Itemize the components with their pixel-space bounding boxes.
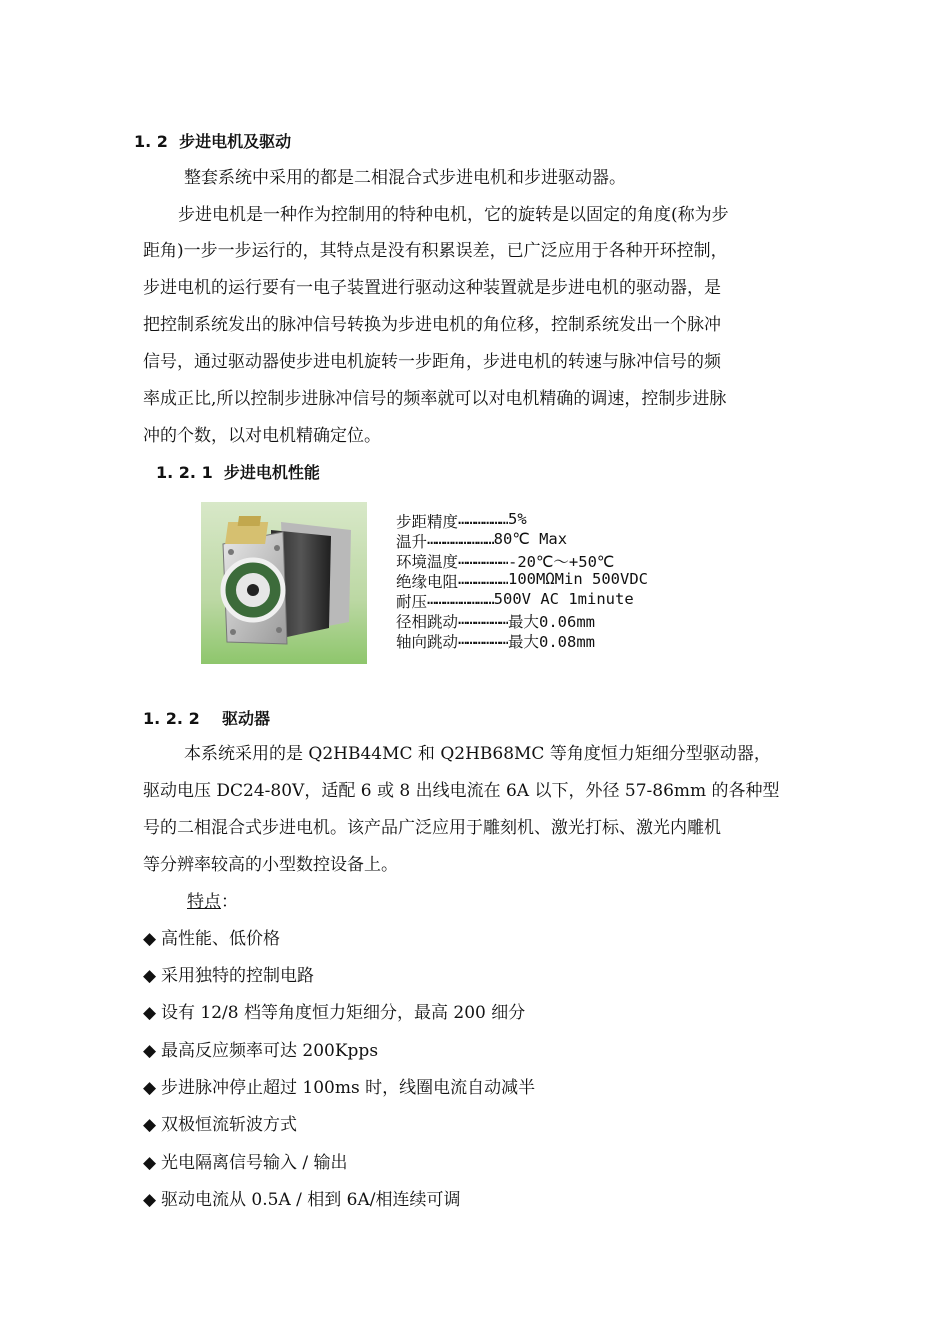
spec-label: 步距精度: [396, 513, 459, 531]
feature-text: 设有 12/8 档等角度恒力矩细分，最高 200 细分: [161, 1003, 526, 1023]
spec-row-radial-runout: [396, 610, 595, 630]
paragraph-line: 率成正比,所以控制步进脉冲信号的频率就可以对电机精确的调速，控制步进脉: [143, 389, 727, 409]
spec-label: 径相跳动: [396, 613, 459, 631]
spec-label: 绝缘电阻: [396, 573, 459, 591]
paragraph-line: 等分辨率较高的小型数控设备上。: [143, 855, 398, 875]
paragraph-line: 步进电机的运行要有一电子装置进行驱动这种装置就是步进电机的驱动器，是: [143, 278, 721, 298]
list-item: [143, 1036, 378, 1061]
intro-paragraph: 整套系统中采用的都是二相混合式步进电机和步进驱动器。: [184, 168, 626, 188]
spec-value: 500V AC 1minute: [493, 590, 634, 608]
features-colon: ：: [221, 892, 238, 912]
subsection-heading-driver: [143, 706, 270, 729]
spec-row-insulation-resistance: [396, 570, 648, 590]
section-heading: [134, 129, 291, 152]
list-item: [143, 1073, 535, 1098]
spec-label: 环境温度: [396, 553, 459, 571]
paragraph-line: 本系统采用的是 Q2HB44MC 和 Q2HB68MC 等角度恒力矩细分型驱动器，: [184, 744, 771, 764]
subsection-title: 步进电机性能: [223, 463, 320, 482]
spec-value: 100MΩMin 500VDC: [508, 570, 648, 588]
spec-leader-dots: ……………………: [427, 530, 494, 548]
section-title: 步进电机及驱动: [179, 132, 292, 151]
features-heading: [187, 887, 238, 912]
subsection-title: 驱动器: [221, 709, 270, 728]
paragraph-line: 号的二相混合式步进电机。该产品广泛应用于雕刻机、激光打标、激光内雕机: [143, 818, 721, 838]
feature-text: 驱动电流从 0.5A / 相到 6A/相连续可调: [161, 1190, 461, 1210]
diamond-bullet-icon: ◆: [143, 1190, 157, 1210]
paragraph-line: 驱动电压 DC24-80V，适配 6 或 8 出线电流在 6A 以下，外径 57-86mm 的各种型: [143, 781, 780, 801]
spec-leader-dots: ………………: [458, 510, 509, 528]
spec-leader-dots: ………………: [458, 570, 509, 588]
paragraph-line: 步进电机是一种作为控制用的特种电机，它的旋转是以固定的角度(称为步: [178, 205, 729, 225]
subsection-number: 1. 2. 1: [156, 463, 213, 482]
subsection-heading-motor: [156, 460, 320, 483]
spec-leader-dots: ……………………: [427, 590, 494, 608]
list-item: [143, 1185, 460, 1210]
spec-value: 最大0.06mm: [508, 613, 596, 631]
list-item: [143, 1148, 348, 1173]
spec-value: 5%: [508, 510, 527, 528]
feature-text: 双极恒流斩波方式: [161, 1115, 297, 1135]
spec-row-axial-runout: [396, 630, 595, 650]
spec-row-step-accuracy: [396, 510, 527, 530]
paragraph-line: 距角)一步一步运行的，其特点是没有积累误差，已广泛应用于各种开环控制，: [143, 241, 728, 261]
diamond-bullet-icon: ◆: [143, 929, 157, 949]
spec-row-ambient-temperature: [396, 550, 614, 570]
features-label: 特点: [187, 892, 221, 912]
subsection-number: 1. 2. 2: [143, 709, 200, 728]
list-item: [143, 924, 280, 949]
diamond-bullet-icon: ◆: [143, 1003, 157, 1023]
spec-row-withstand-voltage: [396, 590, 634, 610]
list-item: [143, 998, 525, 1023]
diamond-bullet-icon: ◆: [143, 1115, 157, 1135]
feature-text: 步进脉冲停止超过 100ms 时，线圈电流自动减半: [161, 1078, 536, 1098]
diamond-bullet-icon: ◆: [143, 966, 157, 986]
feature-text: 采用独特的控制电路: [161, 966, 314, 986]
spec-row-temperature-rise: [396, 530, 567, 550]
spec-value: -20℃～+50℃: [508, 553, 615, 571]
feature-text: 最高反应频率可达 200Kpps: [161, 1041, 379, 1061]
list-item: [143, 961, 314, 986]
diamond-bullet-icon: ◆: [143, 1041, 157, 1061]
spec-value: 80℃ Max: [493, 530, 568, 548]
list-item: [143, 1110, 297, 1135]
feature-text: 高性能、低价格: [161, 929, 280, 949]
paragraph-line: 把控制系统发出的脉冲信号转换为步进电机的角位移，控制系统发出一个脉冲: [143, 315, 721, 335]
spec-leader-dots: ………………: [458, 630, 509, 648]
spec-value: 最大0.08mm: [508, 633, 596, 651]
diamond-bullet-icon: ◆: [143, 1153, 157, 1173]
spec-leader-dots: ………………: [458, 550, 509, 568]
section-number: 1. 2: [134, 132, 168, 151]
paragraph-line: 信号，通过驱动器使步进电机旋转一步距角，步进电机的转速与脉冲信号的频: [143, 352, 721, 372]
spec-label: 耐压: [396, 593, 428, 611]
feature-text: 光电隔离信号输入 / 输出: [161, 1153, 348, 1173]
stepper-motor-icon: [201, 502, 367, 664]
paragraph-line: 冲的个数，以对电机精确定位。: [143, 426, 381, 446]
spec-label: 轴向跳动: [396, 633, 459, 651]
diamond-bullet-icon: ◆: [143, 1078, 157, 1098]
spec-label: 温升: [396, 533, 428, 551]
spec-leader-dots: ………………: [458, 610, 509, 628]
